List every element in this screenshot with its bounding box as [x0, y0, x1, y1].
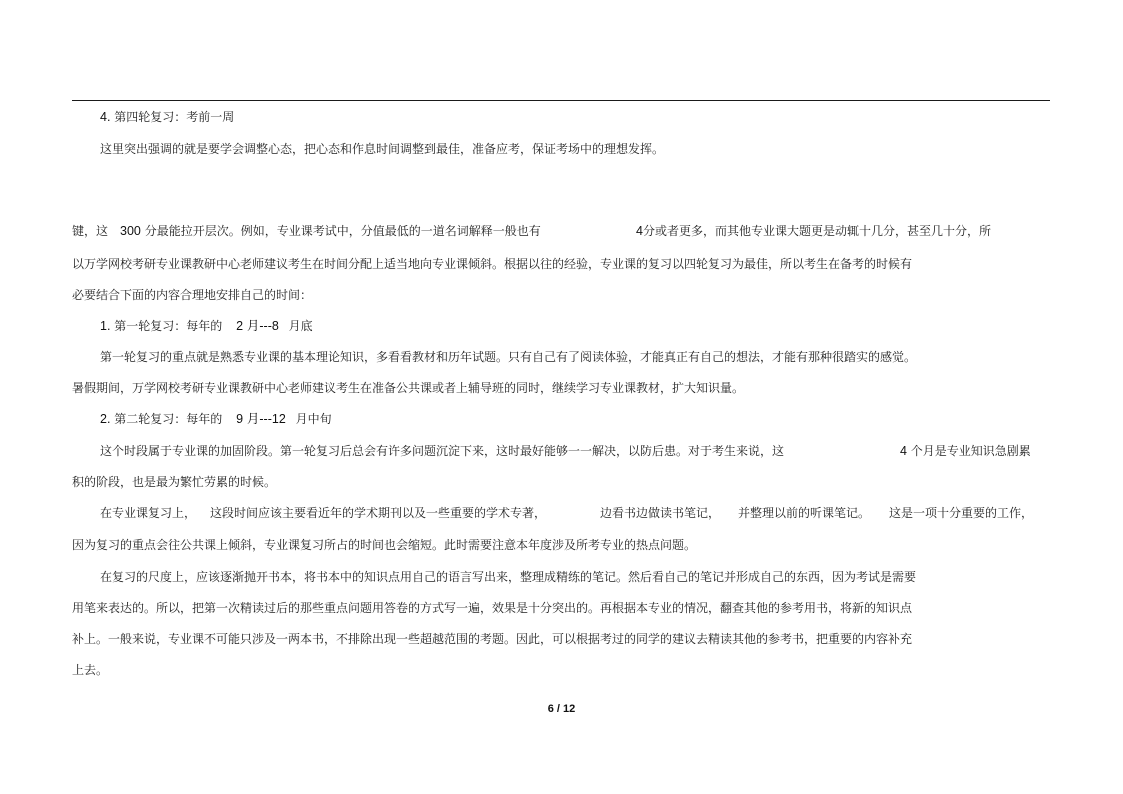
round-2-paragraph-3-line-4: 上去。 — [72, 663, 109, 677]
round-2-paragraph-3-line-2: 用笔来表达的。所以，把第一次精读过后的那些重点问题用答卷的方式写一遍，效果是十分突出的。再根据本专业的情况，翻查其他的参考用书，将新的知识点 — [72, 601, 913, 615]
month-start: 2 — [236, 319, 244, 333]
heading-number: 4. — [100, 110, 111, 124]
round-2-paragraph-3-line-3: 补上。一般来说，专业课不可能只涉及一两本书，不排除出现一些超越范围的考题。因此，可以根据考过的同学的建议去精读其他的参考书，把重要的内容补充 — [72, 632, 913, 646]
month-range: 月---12 — [246, 412, 286, 426]
round-2-paragraph-1-line-1: 这个时段属于专业课的加固阶段。第一轮复习后总会有许多问题沉淀下来，这时最好能够一一解决，以防后患。对于考生来说，这 — [100, 444, 785, 458]
heading-number: 2. — [100, 412, 111, 426]
round-2-paragraph-2-seg-b: 这段时间应该主要看近年的学术期刊以及一些重要的学术专著， — [210, 506, 547, 520]
round-1-paragraph-1: 第一轮复习的重点就是熟悉专业课的基本理论知识，多看看教材和历年试题。只有自己有了阅读体验，才能真正有自己的想法，才能有那种很踏实的感觉。 — [100, 350, 917, 364]
text-fragment: 键，这 — [72, 224, 109, 238]
number-fragment: 4 — [636, 224, 643, 238]
round-2-paragraph-2-seg-e: 这是一项十分重要的工作， — [889, 506, 1034, 520]
text-fragment: 分最能拉开层次。例如，专业课考试中，分值最低的一道名词解释一般也有 — [144, 224, 541, 238]
heading-text: 第四轮复习：考前一周 — [114, 110, 235, 124]
heading-round-1 — [100, 318, 313, 334]
month-range: 月---8 — [246, 319, 279, 333]
text-fragment: 分或者更多，而其他专业课大题更是动辄十几分，甚至几十分，所 — [642, 224, 991, 238]
round-2-paragraph-2-seg-a: 在专业课复习上， — [100, 506, 197, 520]
round-2-paragraph-1-line-2: 积的阶段，也是最为繁忙劳累的时候。 — [72, 475, 277, 489]
intro-line-1-cont — [636, 223, 991, 239]
round-2-paragraph-3-line-1: 在复习的尺度上，应该逐渐抛开书本，将书本中的知识点用自己的语言写出来，整理成精练的笔记。然后看自己的笔记并形成自己的东西，因为考试是需要 — [100, 570, 917, 584]
round-2-paragraph-2-seg-c: 边看书边做读书笔记， — [600, 506, 721, 520]
intro-line-2: 以万学网校考研专业课教研中心老师建议考生在时间分配上适当地向专业课倾斜。根据以往的经验，专业课的复习以四轮复习为最佳，所以考生在备考的时候有 — [72, 257, 913, 271]
month-start: 9 — [236, 412, 244, 426]
heading-text: 第二轮复习：每年的 — [114, 412, 223, 426]
intro-line-1 — [72, 223, 541, 239]
heading-text: 第一轮复习：每年的 — [114, 319, 223, 333]
header-rule — [72, 100, 1050, 101]
intro-line-3: 必要结合下面的内容合理地安排自己的时间： — [72, 288, 313, 302]
round-2-paragraph-2-seg-d: 并整理以前的听课笔记。 — [738, 506, 871, 520]
number-fragment: 4 — [900, 444, 907, 458]
text-fragment: 个月是专业知识急剧累 — [910, 444, 1031, 458]
round-2-paragraph-2-line-2: 因为复习的重点会往公共课上倾斜，专业课复习所占的时间也会缩短。此时需要注意本年度涉及所考专业的热点问题。 — [72, 538, 697, 552]
number-fragment: 300 — [120, 224, 141, 238]
paragraph-round-4: 这里突出强调的就是要学会调整心态，把心态和作息时间调整到最佳，准备应考，保证考场中的理想发挥。 — [100, 142, 665, 156]
round-2-paragraph-1-line-1-cont — [900, 443, 1031, 459]
heading-round-4 — [100, 109, 234, 125]
round-1-paragraph-2: 暑假期间，万学网校考研专业课教研中心老师建议考生在准备公共课或者上辅导班的同时，继续学习专业课教材，扩大知识量。 — [72, 381, 745, 395]
month-end: 月底 — [288, 319, 313, 333]
month-end: 月中旬 — [295, 412, 332, 426]
heading-round-2 — [100, 411, 332, 427]
heading-number: 1. — [100, 319, 111, 333]
page-number: 6 / 12 — [547, 703, 576, 715]
